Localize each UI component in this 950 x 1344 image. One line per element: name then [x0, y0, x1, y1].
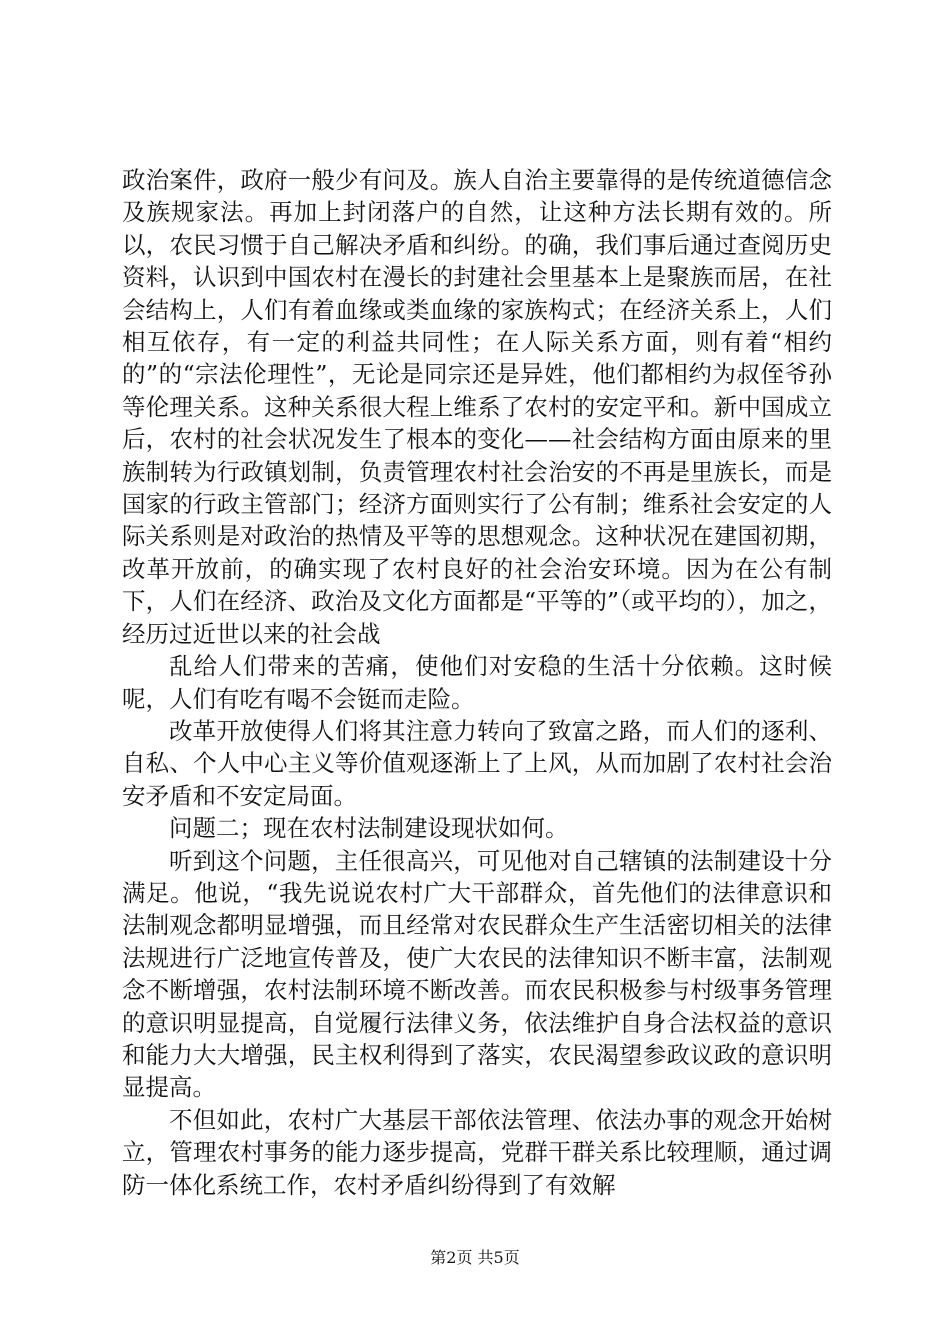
paragraph-4: 问题二；现在农村法制建设现状如何。 [169, 814, 569, 843]
page-footer: 第2页 共5页 [430, 1248, 520, 1267]
paragraph-5: 听到这个问题，主任很高兴，可见他对自己辖镇的法制建设十分满足。他说，“我先说说农村广大干部群众，首先他们的法律意识和法制观念都明显增强，而且经常对农民群众生产生活密切相关的法律法规进行广泛地宣传普及，使广大农民的法律知识不断丰富，法制观念不断增强，农村法制环境不断改善。而农民积极参与村级事务管理的意识明显提高，自觉履行法律义务，依法维护自身合法权益的意识和能力大大增强，民主权利得到了落实，农民渴望参政议政的意识明显提高。 [122, 846, 832, 1102]
paragraph-6: 不但如此，农村广大基层干部依法管理、依法办事的观念开始树立，管理农村事务的能力逐步提高，党群干群关系比较理顺，通过调防一体化系统工作，农村矛盾纠纷得到了有效解 [122, 1105, 832, 1199]
paragraph-1: 政治案件，政府一般少有问及。族人自治主要靠得的是传统道德信念及族规家法。再加上封闭落户的自然，让这种方法长期有效的。所以，农民习惯于自己解决矛盾和纠纷。的确，我们事后通过查阅历史资料，认识到中国农村在漫长的封建社会里基本上是聚族而居，在社会结构上，人们有着血缘或类血缘的家族构式；在经济关系上，人们相互依存，有一定的利益共同性；在人际关系方面，则有着“相约的”的“宗法伦理性”，无论是同宗还是异姓，他们都相约为叔侄爷孙等伦理关系。这种关系很大程上维系了农村的安定平和。新中国成立后，农村的社会状况发生了根本的变化——社会结构方面由原来的里族制转为行政镇划制，负责管理农村社会治安的不再是里族长，而是国家的行政主管部门；经济方面则实行了公有制；维系社会安定的人际关系则是对政治的热情及平等的思想观念。这种状况在建国初期，改革开放前，的确实现了农村良好的社会治安环境。因为在公有制下，人们在经济、政治及文化方面都是“平等的”（或平均的），加之，经历过近世以来的社会战 [122, 166, 832, 648]
paragraph-3: 改革开放使得人们将其注意力转向了致富之路，而人们的逐利、自私、个人中心主义等价值观逐渐上了上风，从而加剧了农村社会治安矛盾和不安定局面。 [122, 716, 832, 810]
paragraph-2: 乱给人们带来的苦痛，使他们对安稳的生活十分依赖。这时候呢，人们有吃有喝不会铤而走险。 [122, 652, 832, 713]
body-text [122, 164, 832, 1201]
